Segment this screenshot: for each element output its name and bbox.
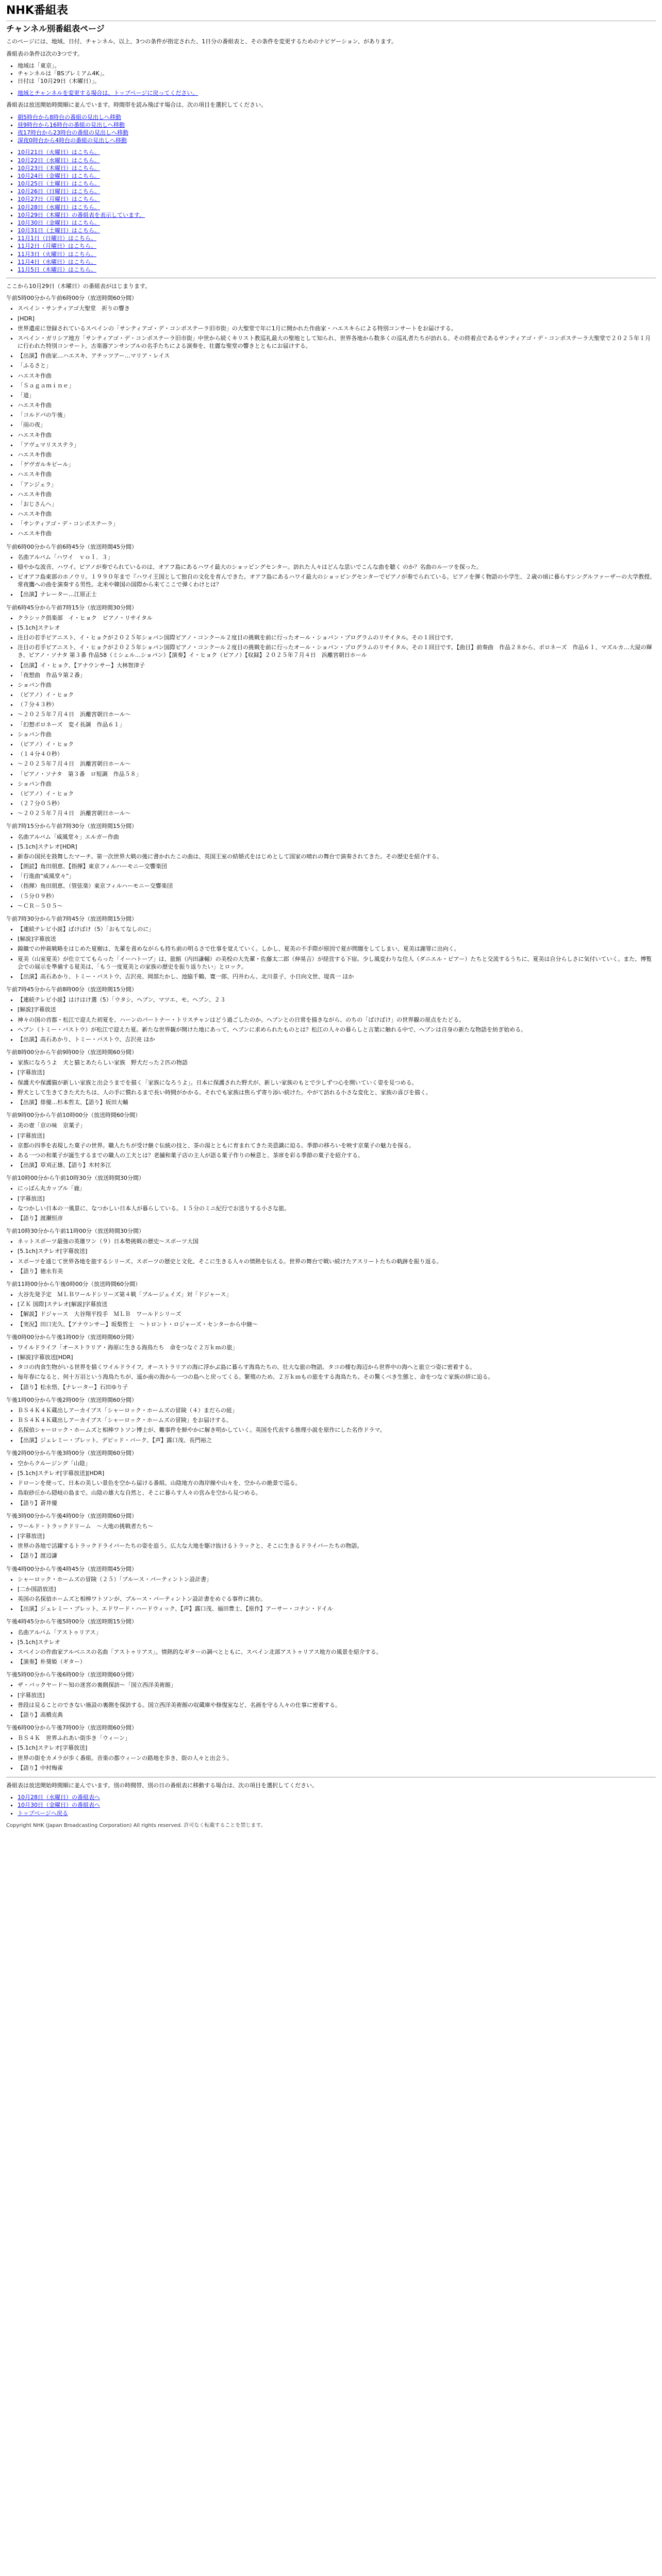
program-detail-line: • （指揮）角田朋恵、（管弦楽）東京フィルハーモニー交響楽団 [18,882,656,890]
program-detail-line: • 美の壺「京の味 京菓子」 [18,1122,656,1129]
program-detail-line: • 毎年春になると、何十万羽という海鳥たちが、遥か南の海から一つの島へと戻ってくる。繁殖のため、２万ｋｍもの旅をする海鳥たち。その驚くべき生態と、命をつなぐ家族の絆に迫る。 [18,1373,656,1381]
program-item [6,1724,656,1772]
program-detail-line: • （１４分４０秒） [18,750,656,758]
program-detail-line: • [字幕放送] [18,1132,656,1140]
condition-date: • 日付は「10月29日（木曜日）」。 [18,77,656,85]
program-details [6,553,656,599]
program-detail-line: • 「夜想曲 作品９第２番」 [18,671,656,679]
timeslot-item [18,129,656,137]
date-item [18,242,656,250]
bottom-date-nav [6,1793,656,1817]
date-item [18,180,656,188]
program-detail-line: • 【出演】ジェレミー・ブレット、エドワード・ハードウィック、【声】露口茂、福田豊士、【原作】アーサー・コナン・ドイル [18,1605,656,1613]
program-detail-line: • 「アヴェマリスステラ」 [18,441,656,449]
program-detail-line: • ビオアフ島東部のホノウリ。１９９０年まで『ハワイ王国として独自の文化を育んできた。オアフ島にあるハワイ最大のショッピングセンターでピアノが奏でられている。ビアノを弾く物語の小学生、２歳の頃に暮らすシングルファーザーの大学教授。常夜鷹への曲を演奏する男性。北米や韓国の国際から来てここで弾くわけとは？ [18,573,656,588]
program-detail-line: • 「幻想ポロネーズ 変イ長調 作品６１」 [18,721,656,728]
program-item [6,294,656,537]
program-time: 午前6時00分から午前6時45分（放送時間45分間） [6,543,137,550]
program-detail-line: • スペイン・サンティアゴ大聖堂 祈りの響き [18,304,656,312]
bottom-date-item [18,1809,656,1817]
program-item [6,822,656,910]
program-detail-line: • [5.1ch]ステレオ[字幕放送] [18,1247,656,1255]
program-detail-line: • （２７分０５秒） [18,800,656,807]
program-item [6,1280,656,1328]
date-link[interactable]: 11月1日（日曜日）はこちら。 [18,235,96,242]
program-detail-line: • 「コルドバの午後」 [18,411,656,419]
program-detail-line: • 名曲アルバム「ハワイ ｖｏｌ．３」 [18,553,656,561]
program-item [6,1227,656,1275]
program-details [6,833,656,910]
program-detail-line: • 【出演】イ・ヒョク、【アナウンサー】大林智津子 [18,662,656,669]
date-item [18,266,656,274]
program-item [6,1618,656,1666]
program-details [6,925,656,980]
program-time: 午前6時45分から午前7時15分（放送時間30分間） [6,604,137,611]
program-details [6,1122,656,1169]
timeslot-day-link[interactable]: 昼9時台から16時台の番組の見出しへ移動 [18,121,125,128]
program-detail-line: • [二か国語放送] [18,1585,656,1593]
conditions-intro: 番組表の条件は次の3つです。 [6,50,84,57]
program-detail-line: • [ＺＫ 国際]ステレオ[解説]字幕放送 [18,1300,656,1308]
program-detail-line: • [解説]字幕放送 [18,935,656,943]
date-link[interactable]: 10月25日（土曜日）はこちら。 [18,180,100,188]
program-detail-line: • ショパン作曲 [18,681,656,689]
condition-region: • 地域は「東京」。 [18,62,656,70]
program-item [6,1671,656,1719]
program-details [6,1059,656,1106]
date-link[interactable]: 10月27日（月曜日）はこちら。 [18,196,100,203]
date-item [18,172,656,180]
program-time: 午後1時00分から午後2時00分（放送時間60分間） [6,1396,137,1403]
program-detail-line: • [5.1ch]ステレオ [18,624,656,632]
program-detail-line: • 「おじさんへ」 [18,500,656,508]
bottom-nav-intro: 番組表は放送開始時間順に並んでいます。別の時間帯、別の日の番組表に移動する場合は、次の項目を選択してください。 [6,1782,318,1789]
program-time: 午後0時00分から午後1時00分（放送時間60分間） [6,1333,137,1341]
timeslot-item [18,137,656,144]
date-item [18,219,656,227]
program-detail-line: • スペイン・ガリシア地方「サンティアゴ・デ・コンポステーラ旧市街」中世から続くキリスト教巡礼最大の聖地として知られ、世界各地から数多くの巡礼者たちが訪れる。その終着点であるサンティアゴ・デ・コンポステーラ大聖堂で２０２５年１月に行われた特別コンサート。古楽器アンサンブルの名手たちによる演奏を、壮麗な聖堂の響きとともにお届けする。 [18,334,656,350]
program-detail-line: • 名曲アルバム「アストゥリアス」 [18,1629,656,1636]
date-item [18,250,656,258]
program-detail-line: • （ピアノ）イ・ヒョク [18,691,656,699]
date-item [18,157,656,164]
program-detail-line: • 神々の国の首都・松江で迎えた初夏を、ハーンのパートナー・トリスチャンはどう過ごしたのか。ヘブンとの日常を描きながら、のちの「ばけばけ」の世界観の原点をたどる。 [18,1016,656,1024]
program-detail-line: • 「雨の夜」 [18,421,656,429]
date-nav [6,148,656,274]
page-intro: このページには、地域、日付、チャンネル、以上、3つの条件が指定された、1日分の番組表と、その条件を変更するためのナビゲーション、があります。 [6,38,398,45]
program-detail-line: • ワイルドライフ「オーストラリア・海原に生きる海鳥たち 命をつなぐ２万ｋｍの旅」 [18,1344,656,1351]
program-detail-line: • [HDR] [18,315,656,323]
date-link[interactable]: 10月26日（日曜日）はこちら。 [18,188,100,195]
program-detail-line: • 【出演】ナレーター…江原正士 [18,590,656,598]
timeslot-item [18,113,656,121]
program-detail-line: • ＢＳ４Ｋ４Ｋ蔵出しアーカイブス「シャーロック・ホームズの冒険（４）まだらの紐」 [18,1406,656,1414]
program-time: 午後6時00分から午後7時00分（放送時間60分間） [6,1724,137,1732]
program-detail-line: • クラシック倶楽部 イ・ヒョク ピアノ・リサイタル [18,614,656,622]
date-link[interactable]: 11月3日（火曜日）はこちら。 [18,250,96,258]
program-detail-line: • 新春の国民を鼓舞したマーチ。第一次世界大戦の後に書かれたこの曲は、英国王室の結婚式をはじめとして国家の晴れの舞台で演奏されてきた。その歴史を紹介する。 [18,853,656,860]
program-detail-line: • 空からクルージング「山陰」 [18,1460,656,1467]
program-detail-line: • 世界の各地で活躍するトラックドライバーたちの姿を追う。広大な大地を駆け抜けるトラックと、そこに生きるドライバーたちの物語。 [18,1542,656,1550]
program-detail-line: • （７分４３秒） [18,701,656,708]
program-detail-line: • なつかしい日本の一風景に、なつかしい日本人が暮らしている。１５分のミニ紀行でお送りする小さな旅。 [18,1205,656,1212]
program-item [6,1333,656,1391]
program-detail-line: • 【連続テレビ小説】はけはけ選（5）「ウタシ、ヘブン、マツエ、モ、ヘブン、２３ [18,996,656,1004]
program-detail-line: • ショパン作曲 [18,780,656,788]
program-detail-line: • 夏美（山室夏美）が仕立ててもらった「イーハトーブ」は、旅館（内田謙輔）の美校の大先輩・佐藤太二郎（伸晃吉）が経営する下宿。少し風変わりな住人（ダニエル・ピアー）たちと交流するうちに、夏美は自分らしさに気付いていく。また、博覧会での展示を準備する夏美は、「もう一度夏美との家族の歴史を振り返りたい」とロック。 [18,955,656,971]
timeslot-latenight-link[interactable]: 深夜0時台から4時台の番組の見出しへ移動 [18,137,127,144]
program-details [6,1681,656,1719]
program-detail-line: • 「Ｓａｇａｍｉｎｅ」 [18,382,656,389]
program-detail-line: • ハエスキ作曲 [18,530,656,537]
timeslot-morning-link[interactable]: 朝5時台から8時台の番組の見出しへ移動 [18,113,121,121]
change-conditions-list [6,89,656,97]
date-link[interactable]: 10月30日（金曜日）はこちら。 [18,219,100,226]
date-link[interactable]: 10月24日（金曜日）はこちら。 [18,172,100,179]
next-day-link[interactable]: 10月30日（金曜日）の番組表へ [18,1802,100,1809]
timeslot-evening-link[interactable]: 夜17時台から23時台の番組の見出しへ移動 [18,129,128,136]
program-item [6,986,656,1043]
program-detail-line: • 名探偵シャーロック・ホームズと相棒ワトソン博士が、難事件を鮮やかに解き明かしていく。英国を代表する推理小説を原作にした名作ドラマ。 [18,1426,656,1434]
program-list-start: ここから10月29日（木曜日）の番組表がはじまります。 [6,283,151,290]
program-detail-line: • [字幕放送] [18,1069,656,1076]
program-detail-line: • 野犬として生きてきた犬たちは、人の手に慣れるまで長い時間がかかる。それでも家族は焦らず寄り添い続けた。やがて訪れる小さな変化と、家族の喜びを描く。 [18,1089,656,1096]
date-link[interactable]: 11月4日（水曜日）はこちら。 [18,258,96,265]
program-detail-line: • 錦織での仲裁戦略をはじめた夏樹は、先輩を責めながらも持ち前の明るさで仕事を覚えていく。しかし、夏美の不手際が原因で夏が問題をしてしまい、夏美は謝罪に出向く。 [18,945,656,953]
program-detail-line: • ＢＳ４Ｋ４Ｋ蔵出しアーカイブス「シャーロック・ホームズの冒険」をお届けする。 [18,1416,656,1424]
program-detail-line: • [字幕放送] [18,1691,656,1699]
program-details [6,1344,656,1391]
program-detail-line: • 【語り】徳永有美 [18,1267,656,1275]
program-detail-line: • ドローンを使って、日本の美しい景色を空から届ける番組。山陰地方の海岸線や山々を、空からの絶景で巡る。 [18,1479,656,1487]
program-details [6,1575,656,1613]
bottom-date-item [18,1793,656,1801]
program-detail-line: • 【語り】渡辺謙 [18,1552,656,1560]
program-detail-line: • ネットスポーツ最強の英雄ワン（９）日本勢挑戦の歴史～スポーツ大国 [18,1238,656,1245]
program-detail-line: • [解説]字幕放送[HDR] [18,1353,656,1361]
program-detail-line: • 「行進曲“威風堂々”」 [18,872,656,880]
program-detail-line: • スポーツを通じて世界各地を旅するシリーズ。スポーツの歴史と文化、そこに生きる人々の情熱を伝える。世界の舞台で戦い続けたアスリートたちの軌跡を振り返る。 [18,1258,656,1265]
date-item [18,195,656,203]
previous-day-link[interactable]: 10月28日（水曜日）の番組表へ [18,1794,100,1801]
program-detail-line: • 「ふるさと」 [18,362,656,369]
program-time: 午後4時45分から午後5時00分（放送時間15分間） [6,1618,137,1625]
page-title: NHK番組表 [6,3,656,21]
program-details [6,1522,656,1560]
program-detail-line: • 「ゲヴガルキビール」 [18,461,656,468]
program-detail-line: • 【語り】中村梅雀 [18,1764,656,1772]
program-detail-line: • （ピアノ）イ・ヒョク [18,790,656,798]
program-detail-line: • ハエスキ作曲 [18,372,656,380]
program-detail-line: • 【演奏】朴葵姫（ギター） [18,1658,656,1666]
program-time: 午前8時00分から午前9時00分（放送時間60分間） [6,1049,137,1056]
program-detail-line: • [5.1ch]ステレオ [18,1638,656,1646]
program-time: 午前5時00分から午前6時00分（放送時間60分間） [6,295,137,302]
program-detail-line: • 【解説】ドジャース 大谷翔平投手 ＭＬＢ ワールドシリーズ [18,1310,656,1318]
date-link-current[interactable]: 10月29日（木曜日）の番組表を表示しています。 [18,211,145,218]
program-detail-line: • ～ＣＲ－５０５～ [18,902,656,910]
date-item [18,148,656,156]
program-detail-line: • 【朗読】角田朋恵、【指揮】東京フィルハーモニー交響楽団 [18,862,656,870]
program-detail-line: • 世界の街をカメラが歩く番組。音楽の都ウィーンの路地を歩き、街の人々と出会う。 [18,1754,656,1762]
program-detail-line: • ～２０２５年７月４日 浜離宮朝日ホール～ [18,760,656,768]
program-detail-line: • 鳥取砂丘から隠岐の島まで。山陰の雄大な自然と、そこに暮らす人々の営みを空から見つめる。 [18,1489,656,1497]
conditions-list [6,62,656,86]
program-detail-line: • 【連続テレビ小説】ばけばけ（5）「おもてなしのに」 [18,925,656,933]
program-item [6,1048,656,1106]
program-detail-line: • 名曲アルバム「威風堂々」エルガー作曲 [18,833,656,841]
date-item [18,164,656,172]
bottom-date-item [18,1801,656,1809]
program-detail-line: • ハエスキ作曲 [18,470,656,478]
program-detail-line: • 穏やかな波音、ハワイ。ビアノが奏でられているのは、オアフ島にあるハワイ最大のショッピングセンター。訪れた人々はどんな思いでこんな曲を聴く のか？名曲のルーツを探った。 [18,563,656,571]
program-detail-line: • ～２０２５年７月４日 浜離宮朝日ホール～ [18,809,656,817]
program-detail-line: • 「道」 [18,392,656,399]
program-item [6,1111,656,1169]
program-detail-line: • ワールド・トラックドリーム ～大地の挑戦者たち～ [18,1522,656,1530]
program-item [6,1396,656,1444]
date-item [18,258,656,266]
program-detail-line: • ザ・バックヤード～知の迷宮の裏側探訪～「国立西洋美術館」 [18,1681,656,1689]
program-details [6,1291,656,1328]
program-detail-line: • 【語り】松永悟、【ナレーター】石田ゆり子 [18,1383,656,1391]
date-link[interactable]: 10月21日（火曜日）はこちら。 [18,149,100,156]
back-to-top-link[interactable]: 地域とチャンネルを変更する場合は、トップページに戻ってください。 [18,90,198,97]
page-subtitle: チャンネル別番組表ページ [6,24,105,34]
program-detail-line: • ハエスキ作曲 [18,490,656,498]
condition-channel: • チャンネルは「BSプレミアム4K」。 [18,70,656,77]
program-item [6,1174,656,1222]
program-detail-line: • にっぽん丸カップル「鹿」 [18,1184,656,1192]
change-conditions-item [18,89,656,97]
program-detail-line: • ハエスキ作曲 [18,401,656,409]
program-detail-line: • 注目の若手ピアニスト、イ・ヒョクが２０２５年ショパン国際ピアノ・コンクール２度目の挑戦を前に行ったオール・ショパン・プログラムのリサイタル。その１回目です。 [18,634,656,641]
program-detail-line: • [字幕放送] [18,1195,656,1202]
program-detail-line: • ハエスキ作曲 [18,510,656,518]
program-time: 午前7時45分から午前8時00分（放送時間15分間） [6,986,137,993]
program-detail-line: • 【出演】高石あかり、トミー・バストウ、吉沢亮、岡部たかし、池脇千鶴、寛一郎、円井わん、北川景子、小日向文世、堤真一 ほか [18,973,656,980]
program-detail-line: • 【語り】高橋克典 [18,1711,656,1719]
date-link[interactable]: 11月5日（木曜日）はこちら。 [18,266,96,273]
program-detail-line: • 【出演】俳優…杉本哲太、【語り】坂田大輔 [18,1098,656,1106]
program-details [6,1184,656,1222]
program-detail-line: • 大谷先発予定 ＭＬＢワールドシリーズ第４戦「ブルージェイズ」対「ドジャース」 [18,1291,656,1298]
footer-copyright: Copyright NHK (Japan Broadcasting Corporation) All rights reserved. 許可なく転載することを禁じます。 [6,1822,266,1828]
date-item [18,204,656,211]
program-detail-line: • ショパン作曲 [18,731,656,738]
program-detail-line: • [解説]字幕放送 [18,1006,656,1013]
program-time: 午後4時00分から午後4時45分（放送時間45分間） [6,1565,137,1572]
program-detail-line: • 保護犬や保護猫が新しい家族と出会うまでを描く「家族になろうよ」。日本に保護された野犬が、新しい家族のもとで少しずつ心を開いていく姿を見つめる。 [18,1079,656,1087]
date-link[interactable]: 11月2日（月曜日）はこちら。 [18,243,96,250]
program-details [6,1629,656,1666]
program-detail-line: • ＢＳ４Ｋ 世界ふれあい街歩き「ウィーン」 [18,1734,656,1742]
date-item-current [18,211,656,219]
program-detail-line: • ある一つの和菓子が誕生するまでの職人の工夫とは？老舗和菓子店の主人が語る菓子作りの極意と、茶席を彩る季節の菓子を紹介する。 [18,1151,656,1159]
timeslot-item [18,121,656,129]
program-details [6,1238,656,1275]
program-detail-line: • シャーロック・ホームズの冒険（２５）「ブルース・パーティントン設計書」 [18,1575,656,1583]
top-page-link[interactable]: トップページへ戻る [18,1809,69,1817]
date-item [18,188,656,195]
program-details [6,1460,656,1507]
program-detail-line: • 【出演】作曲家…ハエスキ、アチッツアー…マリア・レイス [18,352,656,360]
date-link[interactable]: 10月23日（木曜日）はこちら。 [18,164,100,172]
program-time: 午前11時00分から午後0時00分（放送時間60分間） [6,1280,141,1287]
date-link[interactable]: 10月22日（水曜日）はこちら。 [18,157,100,164]
program-detail-line: • 【語り】渡瀬恒彦 [18,1214,656,1222]
program-detail-line: • 英国の名探偵ホームズと相棒ワトソンが、ブルース・パーティントン設計書をめぐる事件に挑む。 [18,1595,656,1603]
program-detail-line: • 【実況】田口光久、【アナウンサー】坂梨哲士 ～トロント・ロジャーズ・センターから中継～ [18,1320,656,1328]
program-time: 午前7時30分から午前7時45分（放送時間15分間） [6,915,137,922]
program-detail-line: • 普段は見ることのできない施設の裏側を探訪する。国立西洋美術館の収蔵庫や修復室など、名画を守る人々の仕事に密着する。 [18,1701,656,1709]
program-item [6,1565,656,1613]
program-item [6,1449,656,1507]
program-item [6,915,656,980]
program-detail-line: • 【語り】蒼井優 [18,1499,656,1507]
program-details [6,1406,656,1444]
program-detail-line: • 【出演】草刈正雄、【語り】木村多江 [18,1161,656,1169]
program-detail-line: • 京都の四季を表現した菓子の世界。職人たちが受け継ぐ伝統の技と、茶の湯とともに育まれてきた美意識に迫る。季節の移ろいを映す京菓子の魅力を探る。 [18,1142,656,1149]
program-detail-line: • （ピアノ）イ・ヒョク [18,740,656,748]
program-details [6,996,656,1043]
program-detail-line: • ヘブン（トミー・バストウ）が松江で迎えた夏。新たな世界観が開けた地にあって、ヘブンに求められたものとは？松江の人々の暮らしと言葉に触れる中で、ヘブンは自身の新たな物語を紡ぎ始める。 [18,1026,656,1033]
program-item [6,604,656,818]
program-detail-line: • 「アンジェラ」 [18,481,656,488]
program-detail-line: • ハエスキ作曲 [18,451,656,459]
program-detail-line: • 「サンティアゴ・デ・コンポステーラ」 [18,520,656,528]
calendar-intro: 番組表は放送開始時間順に並んでいます。時間帯を読み飛ばす場合は、次の項目を選択してください。 [6,101,267,109]
program-detail-line: • [5.1ch]ステレオ[字幕放送] [18,1744,656,1752]
program-detail-line: • [字幕放送] [18,1532,656,1540]
date-item [18,234,656,242]
program-detail-line: • [5.1ch]ステレオ[HDR] [18,843,656,851]
date-link[interactable]: 10月31日（土曜日）はこちら。 [18,227,100,234]
program-detail-line: • （５分０９秒） [18,892,656,900]
program-detail-line: • ～２０２５年７月４日 浜離宮朝日ホール～ [18,710,656,718]
program-details [6,304,656,537]
program-detail-line: • 家族になろうよ 犬と猫とあたらしい家族 野犬だった２匹の物語 [18,1059,656,1066]
program-details [6,614,656,818]
program-time: 午後5時00分から午後6時00分（放送時間60分間） [6,1671,137,1679]
program-detail-line: • 【出演】高石あかり、トミー・バストウ、吉沢亮 ほか [18,1036,656,1043]
program-detail-line: • タコの肉食生物がいる世界を描くワイルドライフ。オーストラリアの海に浮かぶ島に暮らす海鳥たちの、壮大な旅の物語。タコの棲む海辺から世界中の海へと旅立つ姿に密着する。 [18,1363,656,1371]
program-detail-line: • 【出演】ジェレミー・ブレット、デビッド・バーク、【声】露口茂、長門裕之 [18,1436,656,1444]
program-time: 午後2時00分から午後3時00分（放送時間60分間） [6,1449,137,1456]
program-detail-line: • スペインの作曲家アルベニスの名曲「アストゥリアス」。情熱的なギターの調べとともに、スペイン北部アストゥリアス地方の風景を紹介する。 [18,1648,656,1656]
date-link[interactable]: 10月28日（水曜日）はこちら。 [18,204,100,211]
program-time: 午前7時15分から午前7時30分（放送時間15分間） [6,823,137,830]
program-list [6,294,656,1772]
program-time: 午後3時00分から午後4時00分（放送時間60分間） [6,1512,137,1519]
program-detail-line: • ハエスキ作曲 [18,431,656,439]
program-details [6,1734,656,1772]
program-detail-line: • 世界遺産に登録されているスペインの「サンティアゴ・デ・コンポステーラ旧市街」の大聖堂で年に1月に開かれた作曲家・ハエスキらによる特別コンサートをお届けする。 [18,325,656,332]
program-time: 午前9時00分から午前10時00分（放送時間60分間） [6,1112,141,1119]
program-item [6,1512,656,1560]
date-item [18,227,656,234]
program-time: 午前10時30分から午前11時00分（放送時間30分間） [6,1228,144,1235]
timeslot-nav [6,113,656,145]
program-time: 午前10時00分から午前10時30分（放送時間30分間） [6,1175,144,1182]
program-detail-line: • 「ピアノ・ソナタ 第３番 ロ短調 作品５８」 [18,770,656,778]
program-detail-line: • [5.1ch]ステレオ[字幕放送][HDR] [18,1469,656,1477]
program-item [6,543,656,599]
program-detail-line: • 注目の若手ピアニスト、イ・ヒョクが２０２５年ショパン国際ピアノ・コンクール２度目の挑戦を前に行ったオール・ショパン・プログラムのリサイタル。その１回目です。【曲目】前奏曲 作品２８から、ポロネーズ 作品６１、マズルカ…大屋の輝き、ピアノ・ソナタ 第３番 作品58（ミシェル…ショパン）【演奏】イ・ヒョク（ピアノ）【収録】２０２５年７月４日 浜離宮朝日ホール [18,643,656,659]
